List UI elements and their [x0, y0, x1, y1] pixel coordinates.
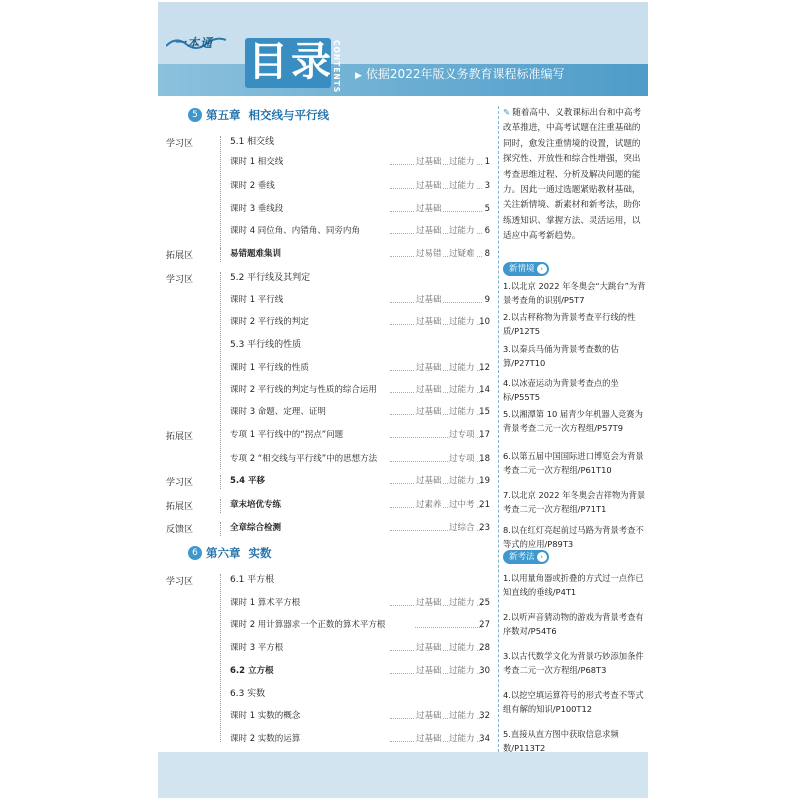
- page-number: 8: [484, 249, 490, 259]
- chapter-name: 相交线与平行线: [248, 108, 329, 122]
- lesson-title: 课时 2 平行线的判定: [230, 317, 309, 327]
- feature-item[interactable]: 4.以挖空填运算符号的形式考查不等式组有解的知识/P100T12: [503, 690, 644, 714]
- column-divider: [498, 106, 499, 752]
- toc-row[interactable]: [230, 498, 490, 512]
- lesson-title: 课时 1 平行线的性质: [230, 363, 309, 373]
- lesson-title: 课时 3 平方根: [230, 643, 284, 653]
- brand-logo: 一本通: [174, 36, 214, 50]
- toc-row[interactable]: [230, 155, 490, 169]
- toc-row[interactable]: [230, 224, 490, 238]
- lesson-title: 课时 2 用计算器求一个正数的算术平方根: [230, 620, 386, 630]
- play-arrow-icon: ▶: [355, 71, 362, 81]
- section-6-3[interactable]: 6.3 实数: [230, 689, 266, 699]
- toc-row[interactable]: [230, 405, 490, 419]
- zone-line: [220, 272, 221, 428]
- tag-basic: 过基础: [416, 734, 442, 744]
- tag-basic: 过基础: [416, 204, 442, 214]
- lesson-title: 课时 3 命题、定理、证明: [230, 407, 326, 417]
- header-banner: [158, 2, 648, 96]
- feature-item[interactable]: 2.以听声音猜动物的游戏为背景考查有序数对/P54T6: [503, 612, 644, 636]
- toc-row[interactable]: [230, 293, 490, 307]
- feature-item[interactable]: 3.以古代数学文化为背景巧妙添加条件考查二元一次方程组/P68T3: [503, 651, 644, 675]
- toc-row[interactable]: [230, 428, 490, 442]
- intro-text: 随着高中、义教课标出台和中高考改革推进，中高考试题在注重基础的同时，愈发注重情境的设置，试题的探究性、开放性和综合性增强，突出考查思维过程、分析及解决问题的能力。因此一通过选题紧贴教材基础，关注新情境、新素材和新考法，助你练透知识、掌握方法、灵活运用，以适应中高考新趋势。: [503, 108, 642, 242]
- page-number: 6: [484, 226, 490, 236]
- chapter-label: 第六章: [206, 546, 241, 560]
- tag-ability: 过能力: [449, 226, 475, 236]
- lesson-title: 课时 2 实数的运算: [230, 734, 301, 744]
- zone-label: 反馈区: [166, 525, 194, 535]
- feature-item[interactable]: 5.以湘潭第 10 届青少年机器人竞赛为背景考查二元一次方程组/P57T9: [503, 409, 643, 433]
- tag-hard: 过疑难: [449, 249, 475, 259]
- tag-basic: 过基础: [416, 385, 442, 395]
- toc-row[interactable]: [230, 664, 490, 678]
- page-number: 27: [479, 620, 490, 630]
- page-number: 9: [484, 295, 490, 305]
- chapter-5-heading[interactable]: [188, 106, 329, 124]
- zone-line: [220, 136, 221, 248]
- toc-row[interactable]: [230, 474, 490, 488]
- tag-ability: 过能力: [449, 317, 475, 327]
- zone-line: [220, 248, 221, 262]
- zone-label: 学习区: [166, 139, 194, 149]
- page-number: 19: [479, 476, 490, 486]
- feature-item[interactable]: 4.以冰壶运动为背景考查点的坐标/P55T5: [503, 378, 619, 402]
- tag-ability: 过能力: [449, 407, 475, 417]
- lesson-title: 易错题难集训: [230, 249, 282, 259]
- new-method-tag: [503, 550, 549, 564]
- chapter-label: 第五章: [206, 108, 241, 122]
- feature-item[interactable]: 1.以北京 2022 年冬奥会“大跳台”为背景考查角的识别/P5T7: [503, 281, 646, 305]
- tag-basic: 过基础: [416, 363, 442, 373]
- subtitle-text: 依据2022年版义务教育课程标准编写: [365, 67, 565, 81]
- toc-row[interactable]: [230, 247, 490, 261]
- page-number: 17: [479, 430, 490, 440]
- tag-basic: 过基础: [416, 226, 442, 236]
- page-number: 30: [479, 666, 490, 676]
- toc-row[interactable]: [230, 618, 490, 632]
- zone-line: [220, 574, 221, 742]
- toc-row[interactable]: [230, 361, 490, 375]
- intro-paragraph: [503, 106, 646, 245]
- tag-basic: 过基础: [416, 643, 442, 653]
- tag-ability: 过能力: [449, 157, 475, 167]
- contents-label: CONTENTS: [332, 40, 341, 94]
- lesson-title: 课时 1 平行线: [230, 295, 284, 305]
- lesson-title: 课时 1 相交线: [230, 157, 284, 167]
- tag-label: 新考法: [509, 552, 535, 562]
- section-5-2[interactable]: 5.2 平行线及其判定: [230, 273, 311, 283]
- tag-basic: 过基础: [416, 295, 442, 305]
- tag-basic: 过基础: [416, 598, 442, 608]
- page-number: 12: [479, 363, 490, 373]
- page-number: 32: [479, 711, 490, 721]
- tag-ability: 过能力: [449, 598, 475, 608]
- footer-band: [158, 752, 648, 798]
- tag-ability: 过能力: [449, 363, 475, 373]
- feature-item[interactable]: 1.以用量角器或折叠的方式过一点作已知直线的垂线/P4T1: [503, 573, 644, 597]
- lesson-title: 专项 1 平行线中的“拐点”问题: [230, 430, 344, 440]
- feature-item[interactable]: 7.以北京 2022 年冬奥会吉祥物为背景考查二元一次方程组/P71T1: [503, 490, 646, 514]
- zone-label: 学习区: [166, 478, 194, 488]
- feature-item[interactable]: 2.以古秤称物为背景考查平行线的性质/P12T5: [503, 312, 636, 336]
- pen-icon: ✎: [503, 108, 511, 118]
- page-title: 目录: [248, 39, 334, 85]
- page-number: 10: [479, 317, 490, 327]
- tag-basic: 过基础: [416, 157, 442, 167]
- zone-line: [220, 499, 221, 513]
- toc-row[interactable]: [230, 641, 490, 655]
- toc-row[interactable]: [230, 315, 490, 329]
- page-number: 18: [479, 454, 490, 464]
- tag-basic: 过基础: [416, 181, 442, 191]
- page-number: 23: [479, 523, 490, 533]
- tag-exam: 过中考: [449, 500, 475, 510]
- feature-item[interactable]: 5.直接从直方图中获取信息求频数/P113T2: [503, 729, 619, 753]
- page-number: 25: [479, 598, 490, 608]
- section-5-3[interactable]: 5.3 平行线的性质: [230, 340, 302, 350]
- tag-ability: 过能力: [449, 734, 475, 744]
- tag-special: 过专项: [449, 454, 475, 464]
- lesson-title: 5.4 平移: [230, 476, 266, 486]
- toc-row[interactable]: [230, 521, 490, 535]
- chapter-name: 实数: [248, 546, 272, 560]
- lesson-title: 课时 1 实数的概念: [230, 711, 301, 721]
- lesson-title: 课时 3 垂线段: [230, 204, 284, 214]
- page-number: 3: [484, 181, 490, 191]
- tag-basic: 过基础: [416, 407, 442, 417]
- page-number: 28: [479, 643, 490, 653]
- feature-item[interactable]: 3.以秦兵马俑为背景考查数的估算/P27T10: [503, 344, 619, 368]
- tag-error: 过易错: [416, 249, 442, 259]
- new-context-tag: [503, 262, 549, 276]
- zone-line: [220, 522, 221, 536]
- tag-special: 过专项: [449, 430, 475, 440]
- tag-comprehensive: 过综合: [449, 523, 475, 533]
- header-subtitle: [355, 66, 564, 84]
- toc-row[interactable]: [230, 179, 490, 193]
- chapter-badge-icon: 6: [188, 546, 202, 560]
- section-6-1[interactable]: 6.1 平方根: [230, 575, 275, 585]
- toc-row[interactable]: [230, 709, 490, 723]
- chevron-right-icon: ›: [537, 264, 547, 274]
- lesson-title: 课时 2 垂线: [230, 181, 275, 191]
- feature-item[interactable]: 8.以在红灯亮起前过马路为背景考查不等式的应用/P89T3: [503, 525, 644, 549]
- page-number: 21: [479, 500, 490, 510]
- toc-list: [158, 102, 490, 752]
- toc-row[interactable]: [230, 452, 490, 466]
- zone-label: 学习区: [166, 275, 194, 285]
- lesson-title: 课时 2 平行线的判定与性质的综合运用: [230, 385, 377, 395]
- tag-ability: 过能力: [449, 711, 475, 721]
- toc-page: [158, 2, 648, 798]
- lesson-title: 课时 4 同位角、内错角、同旁内角: [230, 226, 360, 236]
- tag-basic: 过基础: [416, 317, 442, 327]
- chapter-badge-icon: 5: [188, 108, 202, 122]
- lesson-title: 课时 1 算术平方根: [230, 598, 301, 608]
- page-number: 1: [484, 157, 490, 167]
- section-5-1[interactable]: 5.1 相交线: [230, 137, 275, 147]
- lesson-title: 全章综合检测: [230, 523, 282, 533]
- tag-basic: 过基础: [416, 711, 442, 721]
- page-number: 14: [479, 385, 490, 395]
- chevron-right-icon: ›: [537, 552, 547, 562]
- lesson-title: 专项 2 “相交线与平行线”中的思想方法: [230, 454, 378, 464]
- toc-row[interactable]: [230, 383, 490, 397]
- feature-item[interactable]: 6.以第五届中国国际进口博览会为背景考查二元一次方程组/P61T10: [503, 451, 644, 475]
- tag-label: 新情境: [509, 264, 535, 274]
- chapter-6-heading[interactable]: [188, 544, 272, 562]
- zone-label: 学习区: [166, 577, 194, 587]
- zone-line: [220, 475, 221, 489]
- tag-ability: 过能力: [449, 643, 475, 653]
- page-number: 34: [479, 734, 490, 744]
- tag-ability: 过能力: [449, 476, 475, 486]
- page-number: 5: [484, 204, 490, 214]
- zone-label: 拓展区: [166, 432, 194, 442]
- tag-basic: 过基础: [416, 666, 442, 676]
- zone-label: 拓展区: [166, 502, 194, 512]
- page-number: 15: [479, 407, 490, 417]
- zone-line: [220, 429, 221, 469]
- tag-literacy: 过素养: [416, 500, 442, 510]
- tag-basic: 过基础: [416, 476, 442, 486]
- tag-ability: 过能力: [449, 181, 475, 191]
- toc-row[interactable]: [230, 732, 490, 746]
- zone-label: 拓展区: [166, 251, 194, 261]
- tag-ability: 过能力: [449, 666, 475, 676]
- lesson-title: 6.2 立方根: [230, 666, 274, 676]
- tag-ability: 过能力: [449, 385, 475, 395]
- lesson-title: 章末培优专练: [230, 500, 282, 510]
- toc-row[interactable]: [230, 596, 490, 610]
- toc-row[interactable]: [230, 202, 490, 216]
- leader-dots: [415, 627, 482, 628]
